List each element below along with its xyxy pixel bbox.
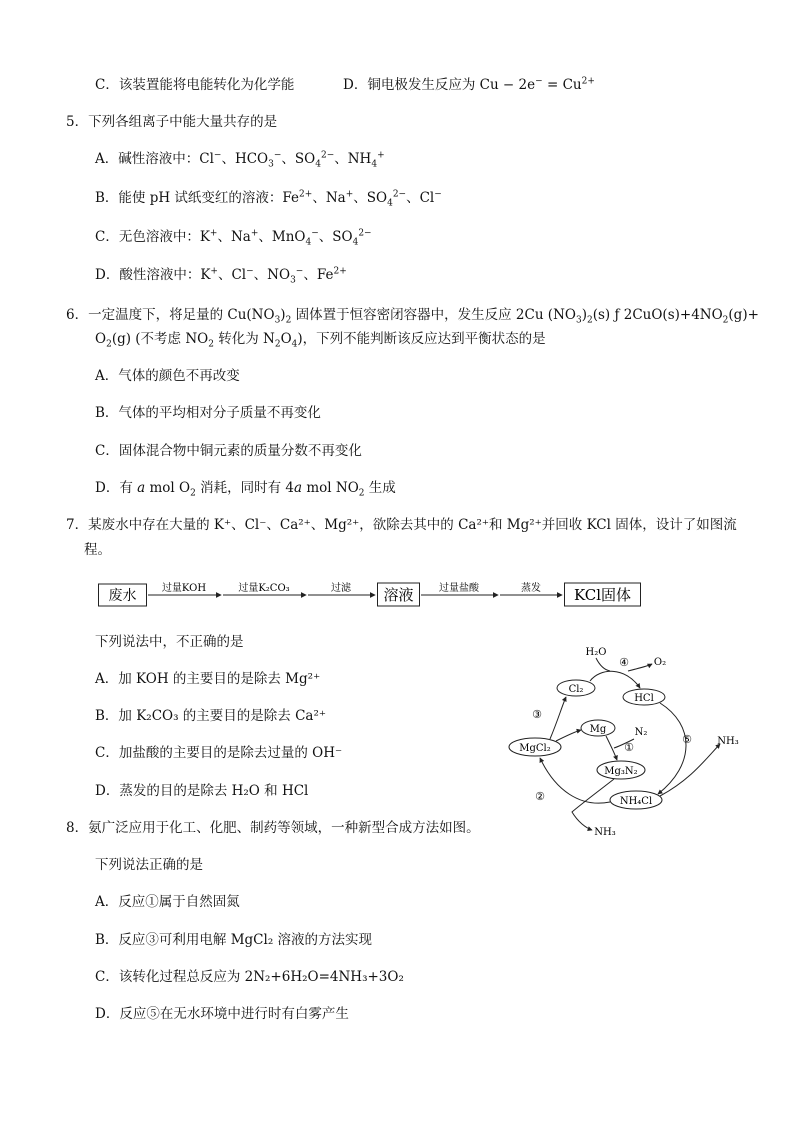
node-mgcl2-label: MgCl₂ [519, 743, 551, 754]
flow-box-kcl-label: KCl固体 [573, 586, 632, 604]
q8-option-d: D．反应⑤在无水环境中进行时有白雾产生 [95, 1006, 349, 1022]
flow-arrow-hcl-label: 过量盐酸 [439, 583, 479, 594]
arrow-nh4cl-to-mgcl2 [540, 758, 610, 803]
flow-box-wastewater-label: 废水 [108, 588, 137, 604]
arrow-mgcl2-to-cl2 [550, 697, 566, 739]
q6-option-d: D．有 a mol $O_2$ 消耗，同时有 4a mol $NO_2$ 生成 [95, 480, 396, 499]
q8-stem: 8．氨广泛应用于化工、化肥、制药等领域，一种新型合成方法如图。 [66, 820, 480, 836]
flow-arrow-filter-label: 过滤 [331, 583, 351, 594]
label-o2: O₂ [653, 657, 667, 668]
q7-flow-diagram [98, 580, 643, 610]
arrow-hcl-to-nh4cl [658, 703, 686, 794]
q7-option-d: D．蒸发的目的是除去 H₂O 和 HCl [95, 783, 309, 799]
step-5-label: ⑤ [682, 733, 692, 746]
label-nh3-bottom: NH₃ [594, 827, 616, 838]
node-mg-label: Mg [589, 724, 607, 735]
q8-cycle-diagram [500, 640, 750, 840]
q4-option-c: C．该装置能将电能转化为化学能 [95, 77, 295, 93]
label-n2: N₂ [634, 727, 648, 738]
q6-option-c: C．固体混合物中铜元素的质量分数不再变化 [95, 443, 362, 459]
step-1-label: ① [624, 741, 634, 754]
q5-option-b: B．能使 pH 试纸变红的溶液：$Fe^{2+}$、Na+、$SO_4^{2-}$、Cl− [95, 189, 442, 209]
q7-ask: 下列说法中，不正确的是 [95, 634, 244, 650]
arrow-mg3n2-to-nh3 [572, 779, 614, 830]
q5-option-c: C．无色溶液中：K+、Na+、MnO$_4$−、$SO_4^{2-}$ [95, 228, 372, 248]
q4-option-d: D．铜电极发生反应为 $Cu - 2e^- = Cu^{2+}$ [343, 76, 595, 93]
q6-option-a: A．气体的颜色不再改变 [95, 368, 240, 384]
flow-arrow-evaporate-label: 蒸发 [521, 583, 541, 594]
step-2-label: ② [535, 790, 545, 803]
q8-option-c: C．该转化过程总反应为 2N₂+6H₂O=4NH₃+3O₂ [95, 969, 404, 985]
step-3-label: ③ [532, 708, 542, 721]
node-nh4cl-label: NH₄Cl [619, 796, 653, 807]
q8-option-a: A．反应①属于自然固氮 [95, 894, 240, 910]
q8-ask: 下列说法正确的是 [95, 857, 203, 873]
node-mg3n2-label: Mg₃N₂ [604, 766, 638, 777]
label-h2o: H₂O [585, 647, 607, 658]
label-nh3-right: NH₃ [717, 736, 739, 747]
q8-option-b: B．反应③可利用电解 MgCl₂ 溶液的方法实现 [95, 932, 373, 948]
q7-option-b: B．加 K₂CO₃ 的主要目的是除去 Ca²⁺ [95, 708, 327, 724]
flow-arrow-k2co3-label: 过量K₂CO₃ [238, 583, 290, 594]
flow-arrow-koh-label: 过量KOH [161, 583, 207, 594]
step-4-label: ④ [619, 656, 629, 669]
q7-option-c: C．加盐酸的主要目的是除去过量的 OH⁻ [95, 745, 343, 761]
flow-box-solution-label: 溶液 [383, 586, 414, 604]
arrow-nh4cl-to-nh3 [660, 744, 720, 796]
q5-option-d: D．酸性溶液中：K+、Cl−、$NO_3^-$、$Fe^{2+}$ [95, 266, 347, 286]
q6-option-b: B．气体的平均相对分子质量不再变化 [95, 405, 321, 421]
q7-stem-line2: 程。 [84, 542, 111, 558]
arrow-cl2-to-hcl [590, 671, 640, 688]
node-hcl-label: HCl [634, 693, 654, 704]
q6-stem-line1: 6．一定温度下，将足量的 $Cu(NO_3)_2$ 固体置于恒容密闭容器中，发生反应 2Cu $(NO_3)_2(s)$ ƒ $2CuO(s)+4NO_2(g)+$ [66, 307, 759, 326]
q5-stem: 5．下列各组离子中能大量共存的是 [66, 114, 278, 130]
q6-stem-line2: $O_2(g)$ (不考虑 $NO_2$ 转化为 $N_2O_4$)，下列不能判断该反应达到平衡状态的是 [95, 331, 546, 350]
arrow-h2o-in [596, 658, 610, 671]
node-cl2-label: Cl₂ [568, 684, 584, 695]
q7-stem-line1: 7．某废水中存在大量的 K⁺、Cl⁻、Ca²⁺、Mg²⁺，欲除去其中的 Ca²⁺和 Mg²⁺并回收 KCl 固体，设计了如图流 [66, 517, 737, 533]
q5-option-a: A．碱性溶液中：Cl−、$HCO_3^-$、$SO_4^{2-}$、$NH_4^+$ [95, 150, 385, 170]
arrow-mgcl2-to-mg [556, 730, 581, 741]
arrow-o2-out [628, 664, 652, 671]
q7-option-a: A．加 KOH 的主要目的是除去 Mg²⁺ [95, 671, 321, 687]
